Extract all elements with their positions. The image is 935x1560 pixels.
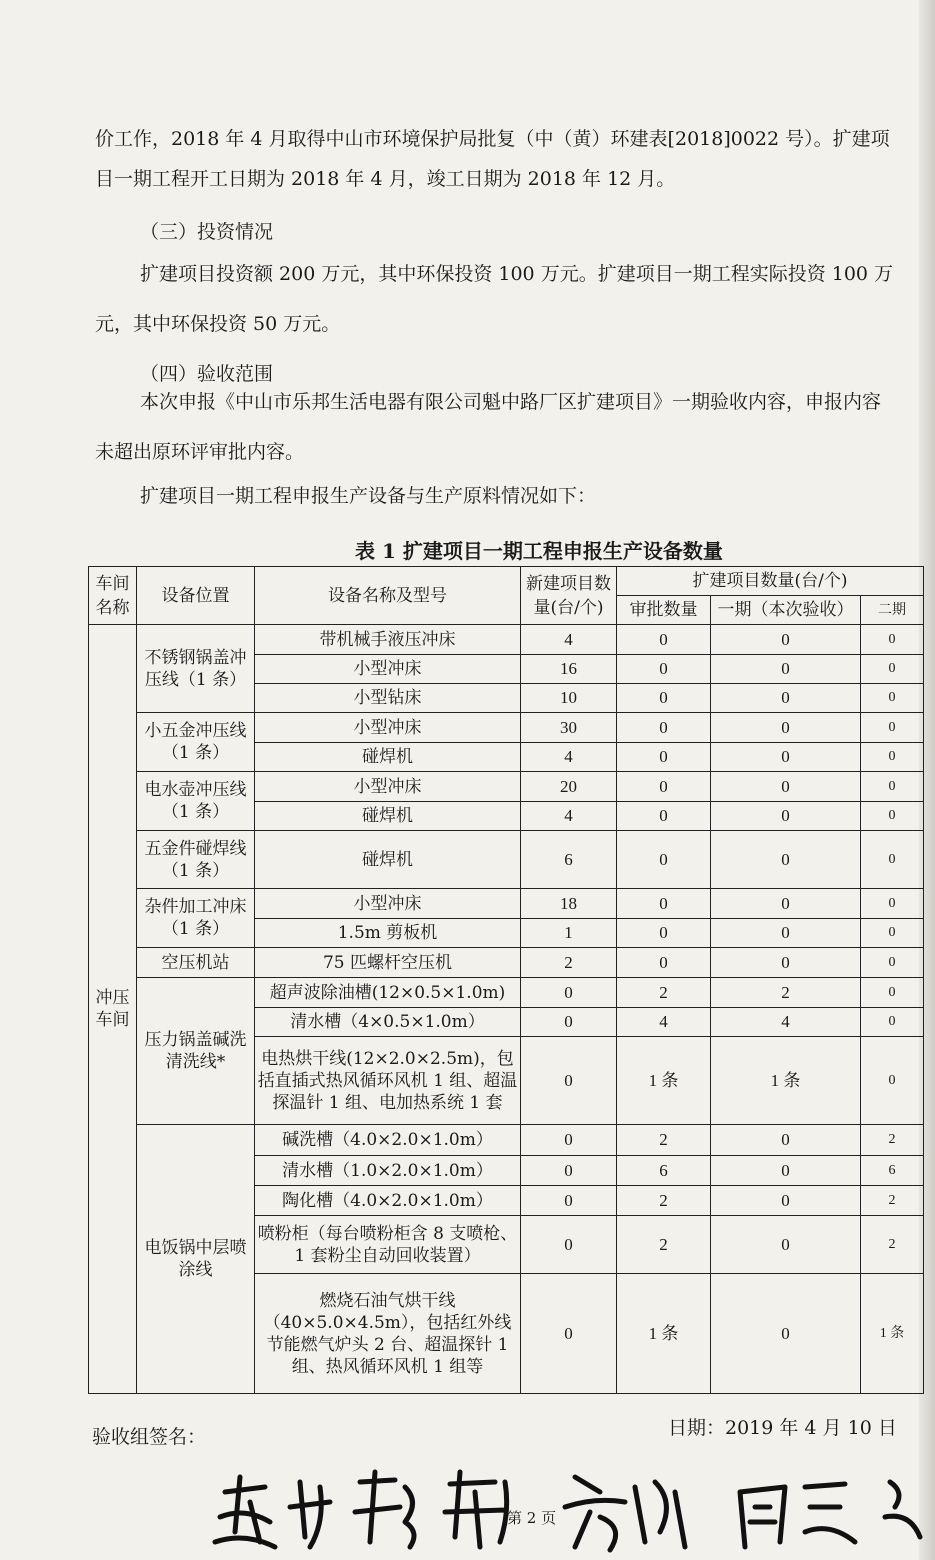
phase1-cell: 0: [711, 625, 861, 655]
phase2-cell: 0: [861, 978, 924, 1008]
approved-cell: 2: [617, 1125, 711, 1156]
approved-cell: 0: [617, 713, 711, 743]
body-paragraph-6: 未超出原环评审批内容。: [95, 441, 305, 463]
equipment-cell: 碰焊机: [255, 802, 521, 831]
new-qty-cell: 2: [521, 948, 617, 978]
phase1-cell: 0: [711, 743, 861, 772]
phase2-cell: 0: [861, 1008, 924, 1037]
approved-cell: 1 条: [617, 1037, 711, 1125]
new-qty-cell: 30: [521, 713, 617, 743]
header-new-qty: 新建项目数量(台/个): [521, 567, 617, 625]
header-workshop: 车间名称: [89, 567, 137, 625]
approved-cell: 6: [617, 1156, 711, 1186]
phase2-cell: 0: [861, 831, 924, 889]
page-number: 第 2 页: [507, 1509, 557, 1527]
equipment-cell: 电热烘干线(12×2.0×2.5m)，包括直插式热风循环风机 1 组、超温探温针 1 组、电加热系统 1 套: [255, 1037, 521, 1125]
new-qty-cell: 1: [521, 919, 617, 948]
phase1-cell: 4: [711, 1008, 861, 1037]
equipment-cell: 75 匹螺杆空压机: [255, 948, 521, 978]
phase1-cell: 0: [711, 1125, 861, 1156]
new-qty-cell: 0: [521, 1216, 617, 1274]
phase1-cell: 0: [711, 919, 861, 948]
location-cell: 不锈钢锅盖冲压线（1 条）: [137, 625, 255, 713]
table-row: [89, 772, 924, 802]
new-qty-cell: 0: [521, 1156, 617, 1186]
new-qty-cell: 0: [521, 1274, 617, 1394]
new-qty-cell: 0: [521, 1125, 617, 1156]
approved-cell: 0: [617, 948, 711, 978]
equipment-table: [88, 566, 924, 1394]
phase2-cell: 0: [861, 802, 924, 831]
phase2-cell: 2: [861, 1216, 924, 1274]
phase1-cell: 0: [711, 1274, 861, 1394]
handwritten-signatures: [205, 1462, 925, 1557]
location-cell: 空压机站: [137, 948, 255, 978]
body-paragraph-2: 目一期工程开工日期为 2018 年 4 月，竣工日期为 2018 年 12 月。: [95, 168, 676, 190]
equipment-cell: 带机械手液压冲床: [255, 625, 521, 655]
equipment-cell: 小型冲床: [255, 655, 521, 684]
phase2-cell: 0: [861, 625, 924, 655]
phase2-cell: 2: [861, 1125, 924, 1156]
equipment-cell: 碰焊机: [255, 831, 521, 889]
approved-cell: 0: [617, 831, 711, 889]
phase1-cell: 0: [711, 713, 861, 743]
approved-cell: 0: [617, 684, 711, 713]
location-cell: 电水壶冲压线（1 条）: [137, 772, 255, 831]
workshop-cell: 冲压车间: [89, 625, 137, 1394]
new-qty-cell: 0: [521, 1037, 617, 1125]
header-approved: 审批数量: [617, 596, 711, 625]
section-heading-investment: （三）投资情况: [140, 221, 274, 243]
new-qty-cell: 0: [521, 1186, 617, 1216]
approved-cell: 0: [617, 655, 711, 684]
header-phase1: 一期（本次验收）: [711, 596, 861, 625]
body-paragraph-1: 价工作，2018 年 4 月取得中山市环境保护局批复（中（黄）环建表[2018]0022 号）。扩建项: [95, 128, 890, 150]
phase2-cell: 0: [861, 713, 924, 743]
phase1-cell: 0: [711, 1186, 861, 1216]
equipment-cell: 小型冲床: [255, 889, 521, 919]
new-qty-cell: 4: [521, 625, 617, 655]
body-paragraph-7: 扩建项目一期工程申报生产设备与生产原料情况如下：: [140, 485, 597, 507]
table-row: [89, 625, 924, 655]
approved-cell: 2: [617, 1186, 711, 1216]
equipment-cell: 小型冲床: [255, 713, 521, 743]
location-cell: 电饭锅中层喷涂线: [137, 1125, 255, 1394]
equipment-cell: 小型冲床: [255, 772, 521, 802]
phase1-cell: 2: [711, 978, 861, 1008]
equipment-cell: 小型钻床: [255, 684, 521, 713]
new-qty-cell: 4: [521, 743, 617, 772]
equipment-cell: 碱洗槽（4.0×2.0×1.0m）: [255, 1125, 521, 1156]
phase1-cell: 0: [711, 1216, 861, 1274]
phase2-cell: 6: [861, 1156, 924, 1186]
body-paragraph-4: 元，其中环保投资 50 万元。: [95, 313, 341, 335]
equipment-cell: 碰焊机: [255, 743, 521, 772]
phase1-cell: 0: [711, 831, 861, 889]
equipment-cell: 清水槽（4×0.5×1.0m）: [255, 1008, 521, 1037]
header-expansion-group: 扩建项目数量(台/个): [617, 567, 924, 596]
phase1-cell: 0: [711, 889, 861, 919]
location-cell: 小五金冲压线（1 条）: [137, 713, 255, 772]
new-qty-cell: 4: [521, 802, 617, 831]
new-qty-cell: 0: [521, 978, 617, 1008]
approved-cell: 0: [617, 625, 711, 655]
table-row: [89, 978, 924, 1008]
header-location: 设备位置: [137, 567, 255, 625]
equipment-cell: 1.5m 剪板机: [255, 919, 521, 948]
approved-cell: 0: [617, 743, 711, 772]
header-equipment: 设备名称及型号: [255, 567, 521, 625]
phase2-cell: 1 条: [861, 1274, 924, 1394]
section-heading-scope: （四）验收范围: [140, 363, 274, 385]
phase1-cell: 0: [711, 802, 861, 831]
location-cell: 杂件加工冲床（1 条）: [137, 889, 255, 948]
header-phase2: 二期: [861, 596, 924, 625]
new-qty-cell: 0: [521, 1008, 617, 1037]
approved-cell: 0: [617, 772, 711, 802]
phase2-cell: 2: [861, 1186, 924, 1216]
body-paragraph-5: 本次申报《中山市乐邦生活电器有限公司魁中路厂区扩建项目》一期验收内容，申报内容: [140, 391, 882, 413]
phase1-cell: 0: [711, 655, 861, 684]
phase1-cell: 0: [711, 948, 861, 978]
phase1-cell: 1 条: [711, 1037, 861, 1125]
table-row: [89, 889, 924, 919]
new-qty-cell: 6: [521, 831, 617, 889]
phase2-cell: 0: [861, 684, 924, 713]
phase2-cell: 0: [861, 919, 924, 948]
approved-cell: 0: [617, 889, 711, 919]
table-title: 表 1 扩建项目一期工程申报生产设备数量: [355, 539, 723, 563]
date-label: 日期：2019 年 4 月 10 日: [668, 1417, 897, 1439]
table-row: [89, 831, 924, 889]
new-qty-cell: 18: [521, 889, 617, 919]
phase2-cell: 0: [861, 743, 924, 772]
equipment-cell: 超声波除油槽(12×0.5×1.0m): [255, 978, 521, 1008]
approved-cell: 0: [617, 802, 711, 831]
phase1-cell: 0: [711, 1156, 861, 1186]
new-qty-cell: 20: [521, 772, 617, 802]
phase2-cell: 0: [861, 1037, 924, 1125]
equipment-cell: 清水槽（1.0×2.0×1.0m）: [255, 1156, 521, 1186]
table-row: [89, 713, 924, 743]
phase2-cell: 0: [861, 772, 924, 802]
phase2-cell: 0: [861, 889, 924, 919]
equipment-cell: 喷粉柜（每台喷粉柜含 8 支喷枪、1 套粉尘自动回收装置）: [255, 1216, 521, 1274]
new-qty-cell: 10: [521, 684, 617, 713]
approved-cell: 4: [617, 1008, 711, 1037]
location-cell: 五金件碰焊线（1 条）: [137, 831, 255, 889]
approved-cell: 1 条: [617, 1274, 711, 1394]
body-paragraph-3: 扩建项目投资额 200 万元，其中环保投资 100 万元。扩建项目一期工程实际投资 100 万: [140, 263, 894, 285]
new-qty-cell: 16: [521, 655, 617, 684]
phase2-cell: 0: [861, 948, 924, 978]
signature-label: 验收组签名：: [92, 1426, 207, 1448]
approved-cell: 0: [617, 919, 711, 948]
phase2-cell: 0: [861, 655, 924, 684]
approved-cell: 2: [617, 978, 711, 1008]
phase1-cell: 0: [711, 684, 861, 713]
table-row: [89, 948, 924, 978]
approved-cell: 2: [617, 1216, 711, 1274]
phase1-cell: 0: [711, 772, 861, 802]
equipment-cell: 陶化槽（4.0×2.0×1.0m）: [255, 1186, 521, 1216]
location-cell: 压力锅盖碱洗清洗线*: [137, 978, 255, 1125]
equipment-cell: 燃烧石油气烘干线（40×5.0×4.5m），包括红外线节能燃气炉头 2 台、超温探针 1 组、热风循环风机 1 组等: [255, 1274, 521, 1394]
table-row: [89, 1125, 924, 1156]
